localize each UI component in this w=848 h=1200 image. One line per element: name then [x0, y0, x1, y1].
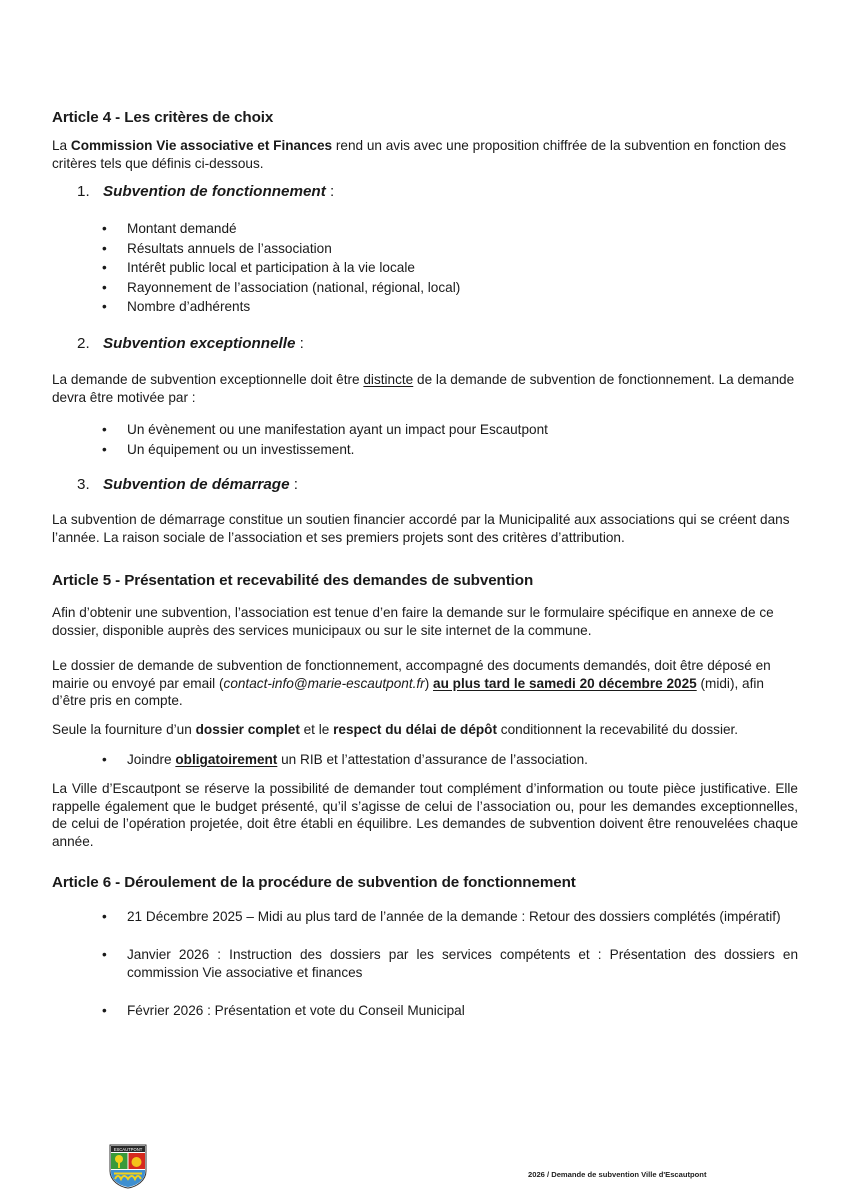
article-4-heading: Article 4 - Les critères de choix: [52, 109, 274, 126]
list-item: • Nombre d’adhérents: [52, 297, 798, 317]
list-item: • Un équipement ou un investissement.: [52, 440, 798, 460]
list-item: • Intérêt public local et participation à la vie locale: [52, 258, 798, 278]
procedure-timeline: [52, 908, 798, 1020]
criteria-list-exceptionnelle: [52, 420, 798, 459]
bullet-icon: •: [102, 752, 107, 767]
deadline-text: au plus tard le samedi 20 décembre 2025: [433, 675, 697, 691]
commission-name: Commission Vie associative et Finances: [70, 138, 333, 153]
article-5-paragraph-3: Seule la fourniture d’un dossier complet et le respect du délai de dépôt conditionnent la recevabilité du dossier.: [52, 722, 739, 737]
article-4-intro: La Commission Vie associative et Finances rend un avis avec une proposition chiffrée de la subvention en fonction des critères tels que définis ci-dessous.: [52, 138, 787, 171]
bullet-icon: •: [102, 441, 107, 457]
coat-of-arms-icon: [108, 1143, 148, 1189]
list-item: • Joindre obligatoirement un RIB et l’attestation d’assurance de l’association.: [52, 750, 798, 770]
bullet-icon: •: [102, 279, 107, 295]
criteria-list-fonctionnement: [52, 219, 798, 317]
bullet-icon: •: [102, 299, 107, 315]
timeline-step: • Janvier 2026 : Instruction des dossiers par les services compétents et : Présentation des dossiers en commission Vie associative et finances: [102, 947, 798, 980]
list-item: • Montant demandé: [52, 219, 798, 239]
article-5-paragraph-2: Le dossier de demande de subvention de fonctionnement, accompagné des documents demandés, doit être déposé en mairie ou envoyé par email (contact-info@marie-escautpont.fr) au plus tard le samedi 20 décembre 2025 (midi), afin d’être pris en compte.: [52, 658, 771, 708]
list-item: • Rayonnement de l’association (national, régional, local): [52, 278, 798, 298]
bullet-icon: •: [102, 1003, 107, 1018]
contact-email: contact-info@marie-escautpont.fr: [223, 675, 425, 691]
article-5-paragraph-1: Afin d’obtenir une subvention, l’association est tenue d’en faire la demande sur le formulaire spécifique en annexe de ce dossier, disponible auprès des services municipaux ou sur le site internet de la commune.: [52, 605, 774, 638]
article-5-paragraph-4: La Ville d’Escautpont se réserve la possibilité de demander tout complément d’information ou toute pièce justificative. Elle rappelle également que le budget présenté, qu’il s’agisse de celui de l’association ou, pour les demandes exceptionnelles, de celui de l’opération projetée, doit être établi en équilibre. Les demandes de subvention doivent être renouvelées chaque année.: [52, 781, 798, 849]
bullet-icon: •: [102, 221, 107, 236]
bullet-icon: •: [102, 260, 107, 276]
bullet-icon: •: [102, 909, 107, 924]
demarrage-paragraph: La subvention de démarrage constitue un soutien financier accordé par la Municipalité aux associations qui se créent dans l’année. La raison sociale de l’association et ses premiers projets sont des critères d’attribution.: [52, 512, 790, 545]
escautpont-coat-of-arms-logo: [108, 1143, 148, 1189]
required-documents-list: [52, 750, 798, 770]
section-heading-exceptionnelle: 2. Subvention exceptionnelle :: [77, 335, 304, 352]
list-item: • Un évènement ou une manifestation ayant un impact pour Escautpont: [52, 420, 798, 440]
logo-label: ESCAUTPONT: [113, 1147, 143, 1152]
article-6-heading: Article 6 - Déroulement de la procédure de subvention de fonctionnement: [52, 874, 576, 891]
footer-text: 2026 / Demande de subvention Ville d'Escautpont: [528, 1170, 707, 1179]
article-5-heading: Article 5 - Présentation et recevabilité des demandes de subvention: [52, 572, 534, 589]
bullet-icon: •: [102, 240, 107, 256]
section-heading-fonctionnement: 1. Subvention de fonctionnement :: [77, 183, 335, 200]
timeline-step: • 21 Décembre 2025 – Midi au plus tard de l’année de la demande : Retour des dossiers complétés (impératif): [102, 909, 781, 924]
exceptionnelle-paragraph: La demande de subvention exceptionnelle doit être distincte de la demande de subvention de fonctionnement. La demande devra être motivée par :: [52, 372, 795, 405]
section-heading-demarrage: 3. Subvention de démarrage :: [77, 476, 298, 493]
bullet-icon: •: [102, 422, 107, 437]
list-item: • Résultats annuels de l’association: [52, 239, 798, 259]
timeline-step: • Février 2026 : Présentation et vote du Conseil Municipal: [102, 1003, 465, 1018]
bullet-icon: •: [102, 947, 107, 962]
